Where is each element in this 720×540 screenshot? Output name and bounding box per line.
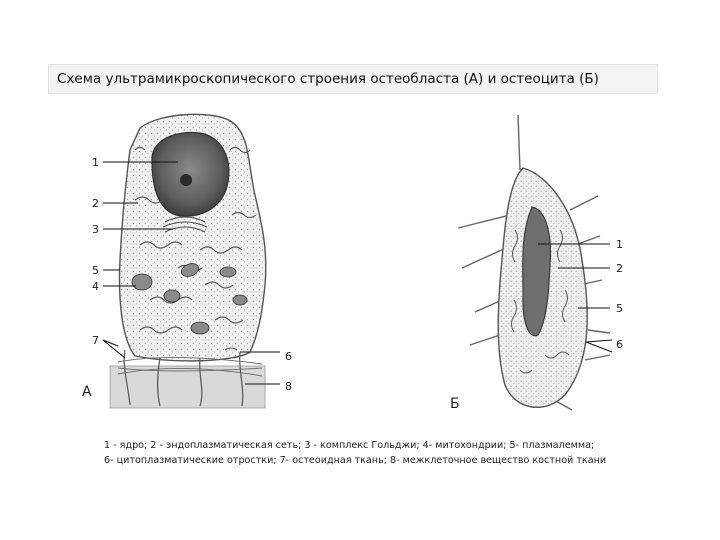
label-b-1: 1 xyxy=(616,238,623,251)
label-a-8: 8 xyxy=(285,380,292,393)
caption-line-1: 1 - ядро; 2 - эндоплазматическая сеть; 3 - комплекс Гольджи; 4- митохондрии; 5- плазмалемма; xyxy=(104,440,595,451)
panel-label-a: А xyxy=(82,384,92,400)
osteoblast-drawing xyxy=(110,114,266,408)
label-a-3: 3 xyxy=(92,223,99,236)
label-b-5: 5 xyxy=(616,302,623,315)
caption-line-2: 6- цитоплазматические отростки; 7- остеоидная ткань; 8- межклеточное вещество костной ткани xyxy=(104,455,607,466)
label-a-2: 2 xyxy=(92,197,99,210)
label-a-7: 7 xyxy=(92,334,99,347)
osteoblast-nucleolus xyxy=(180,174,192,186)
label-a-5: 5 xyxy=(92,264,99,277)
label-a-4: 4 xyxy=(92,280,99,293)
label-a-1: 1 xyxy=(92,156,99,169)
label-b-2: 2 xyxy=(616,262,623,275)
label-b-6: 6 xyxy=(616,338,623,351)
osteocyte-drawing xyxy=(458,115,610,410)
osteoblast-nucleus xyxy=(152,132,229,216)
panel-label-b: Б xyxy=(450,396,460,412)
figure-caption xyxy=(104,438,624,468)
label-a-6: 6 xyxy=(285,350,292,363)
figure-title: Схема ультрамикроскопического строения остеобласта (А) и остеоцита (Б) xyxy=(57,71,599,87)
